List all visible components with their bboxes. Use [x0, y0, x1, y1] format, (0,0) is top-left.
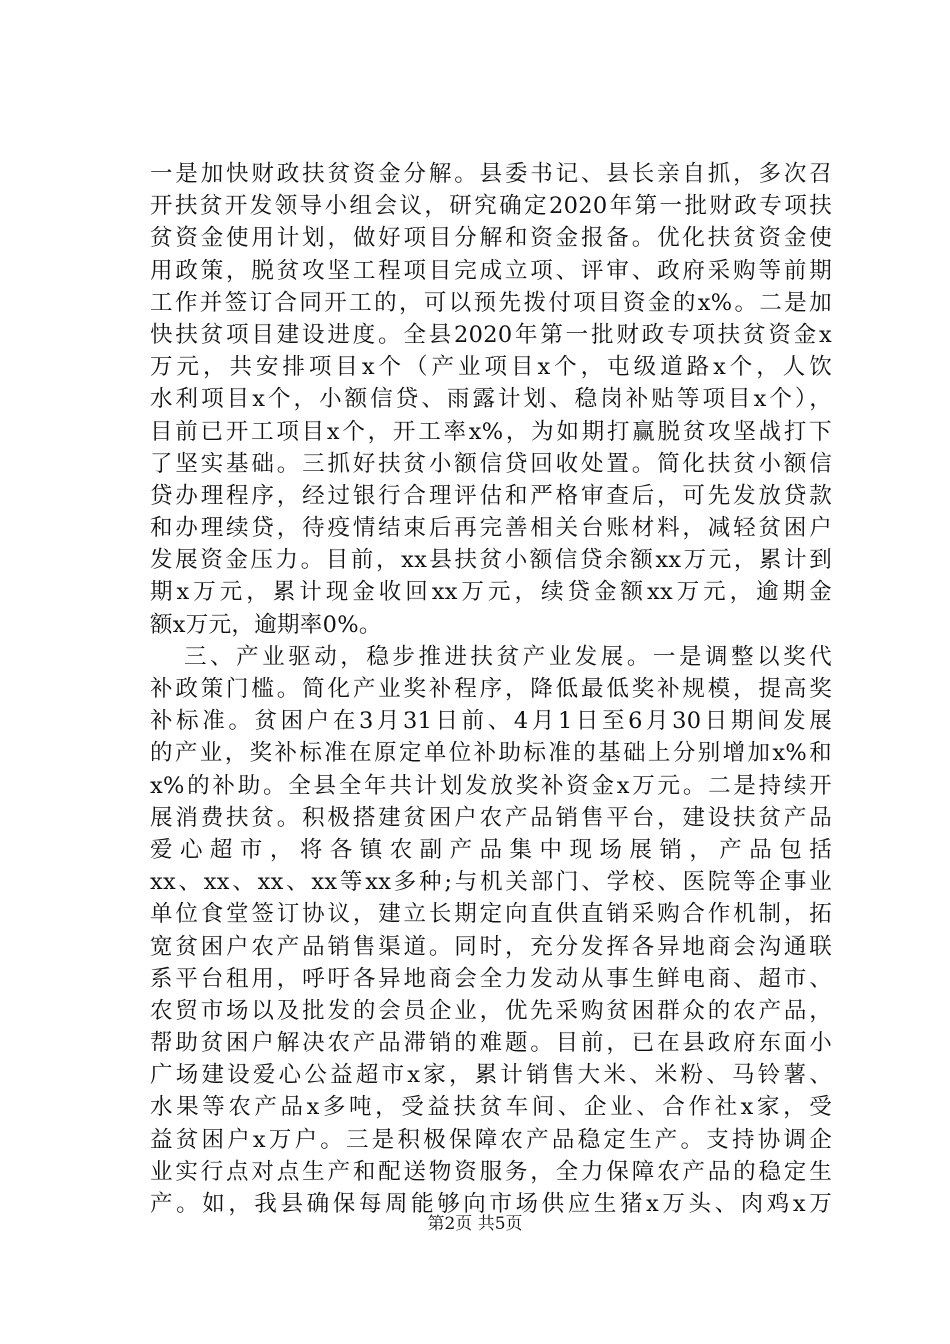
paragraph-first-line: 三、产业驱动，稳步推进扶贫产业发展。一是调整以奖代: [184, 643, 832, 670]
document-body: [150, 158, 832, 1220]
text-line: 发展资金压力。目前，xx县扶贫小额信贷余额xx万元，累计到: [150, 547, 832, 574]
text-line: 帮助贫困户解决农产品滞销的难题。目前，已在县政府东面小: [150, 1030, 832, 1057]
text-line: 快扶贫项目建设进度。全县2020年第一批财政专项扶贫资金x: [150, 321, 832, 348]
text-line: 了坚实基础。三抓好扶贫小额信贷回收处置。简化扶贫小额信: [150, 450, 832, 477]
text-line: 和办理续贷，待疫情结束后再完善相关台账材料，减轻贫困户: [150, 515, 832, 542]
text-line: 产。如，我县确保每周能够向市场供应生猪x万头、肉鸡x万: [150, 1191, 832, 1217]
text-line: 补政策门槛。简化产业奖补程序，降低最低奖补规模，提高奖: [150, 676, 832, 702]
text-line: 农贸市场以及批发的会员企业，优先采购贫困群众的农产品，: [150, 997, 832, 1024]
page-number-footer: 第2页 共5页: [427, 1214, 523, 1234]
text-line: 一是加快财政扶贫资金分解。县委书记、县长亲自抓，多次召: [150, 161, 832, 187]
text-line: 业实行点对点生产和配送物资服务，全力保障农产品的稳定生: [150, 1158, 832, 1185]
text-line: xx、xx、xx、xx等xx多种;与机关部门、学校、医院等企事业: [150, 869, 832, 896]
text-line: 贫资金使用计划，做好项目分解和资金报备。优化扶贫资金使: [150, 225, 832, 252]
text-line: 万元，共安排项目x个（产业项目x个，屯级道路x个，人饮: [150, 354, 832, 381]
text-line: 水利项目x个，小额信贷、雨露计划、稳岗补贴等项目x个），: [150, 386, 832, 413]
text-line: 目前已开工项目x个，开工率x%，为如期打赢脱贫攻坚战打下: [150, 418, 832, 445]
text-line: 益贫困户x万户。三是积极保障农产品稳定生产。支持协调企: [150, 1126, 832, 1153]
text-line: 补标准。贫困户在3月31日前、4月1日至6月30日期间发展: [150, 708, 832, 735]
text-line: 展消费扶贫。积极搭建贫困户农产品销售平台，建设扶贫产品: [150, 804, 832, 831]
text-line: 期x万元，累计现金收回xx万元，续贷金额xx万元，逾期金: [150, 579, 832, 606]
text-line: 贷办理程序，经过银行合理评估和严格审查后，可先发放贷款: [150, 482, 832, 509]
text-line: 工作并签订合同开工的，可以预先拨付项目资金的x%。二是加: [150, 289, 832, 316]
text-line: 水果等农产品x多吨，受益扶贫车间、企业、合作社x家，受: [150, 1094, 832, 1121]
text-line: 的产业，奖补标准在原定单位补助标准的基础上分别增加x%和: [150, 740, 832, 767]
text-line: 广场建设爱心公益超市x家，累计销售大米、米粉、马铃薯、: [150, 1062, 832, 1089]
text-line: 系平台租用，呼吁各异地商会全力发动从事生鲜电商、超市、: [150, 965, 832, 992]
text-line: 额x万元，逾期率0%。: [150, 611, 382, 638]
text-line: x%的补助。全县全年共计划发放奖补资金x万元。二是持续开: [150, 772, 832, 799]
text-line: 开扶贫开发领导小组会议，研究确定2020年第一批财政专项扶: [150, 193, 832, 220]
text-line: 用政策，脱贫攻坚工程项目完成立项、评审、政府采购等前期: [150, 257, 832, 284]
text-line: 单位食堂签订协议，建立长期定向直供直销采购合作机制，拓: [150, 901, 832, 928]
text-line: 宽贫困户农产品销售渠道。同时，充分发挥各异地商会沟通联: [150, 933, 832, 960]
text-line: 爱心超市，将各镇农副产品集中现场展销，产品包括: [150, 836, 832, 863]
